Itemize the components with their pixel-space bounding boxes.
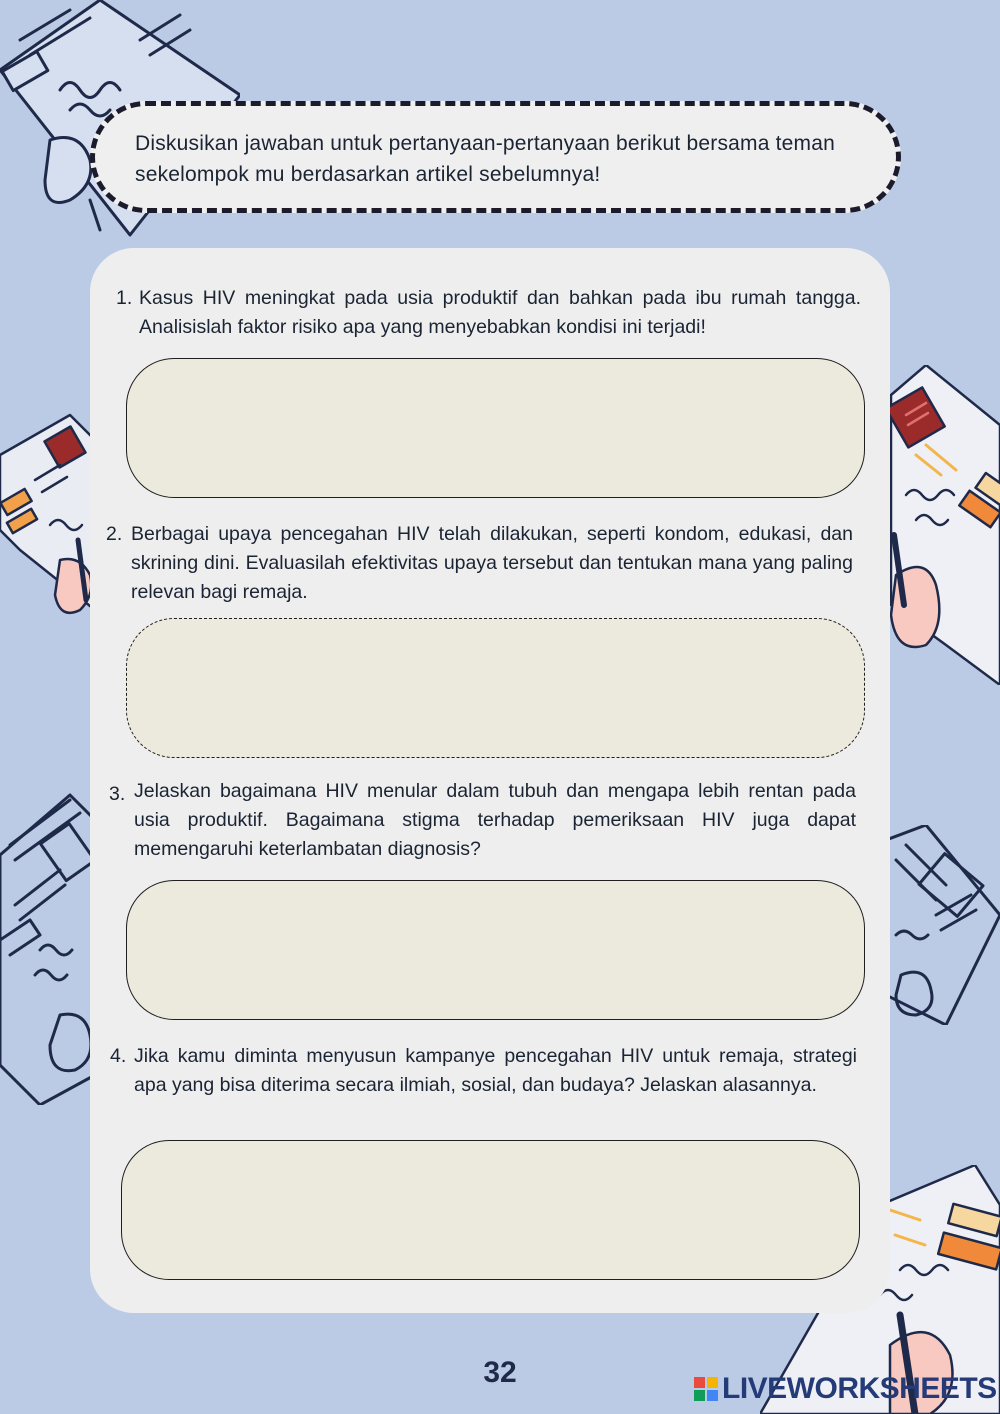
question-text: Jika kamu diminta menyusun kampanye pencegahan HIV untuk remaja, strategi apa yang bisa diterima secara ilmiah, sosial, dan budaya? Jelaskan alasannya.	[134, 1045, 857, 1096]
paper-hand-illustration-right-middle	[886, 365, 1000, 685]
question-number: 4.	[110, 1045, 127, 1067]
question-number: 3.	[109, 783, 126, 805]
question-4	[110, 1042, 857, 1100]
question-text: Jelaskan bagaimana HIV menular dalam tubuh dan mengapa lebih rentan pada usia produktif. Bagaimana stigma terhadap pemeriksaan HIV juga dapat memengaruhi keterlambatan diagnosis?	[134, 780, 856, 860]
brand-name: LIVEWORKSHEETS	[722, 1372, 997, 1405]
paper-hand-illustration-left-lower	[0, 775, 95, 1105]
question-text: Berbagai upaya pencegahan HIV telah dilakukan, seperti kondom, edukasi, dan skrining dini. Evaluasilah efektivitas upaya tersebut dan tentukan mana yang paling relevan bagi remaja.	[131, 523, 853, 603]
liveworksheets-brand[interactable]	[694, 1372, 997, 1406]
instruction-text: Diskusikan jawaban untuk pertanyaan-pertanyaan berikut bersama teman sekelompok mu berdasarkan artikel sebelumnya!	[135, 132, 835, 186]
liveworksheets-logo-icon	[694, 1377, 718, 1401]
paper-hand-illustration-right-lower	[886, 825, 1000, 1025]
page-number: 32	[483, 1356, 517, 1389]
question-2	[106, 520, 853, 607]
answer-box-4[interactable]	[121, 1140, 860, 1280]
answer-box-2[interactable]	[126, 618, 865, 758]
question-3	[109, 777, 856, 864]
instruction-box	[90, 101, 901, 213]
question-text: Kasus HIV meningkat pada usia produktif dan bahkan pada ibu rumah tangga. Analisislah faktor risiko apa yang menyebabkan kondisi ini terjadi!	[139, 287, 861, 338]
answer-box-1[interactable]	[126, 358, 865, 498]
question-number: 2.	[106, 523, 123, 545]
question-1	[116, 284, 861, 342]
paper-hand-illustration-left-middle	[0, 410, 95, 630]
question-number: 1.	[116, 287, 133, 309]
answer-box-3[interactable]	[126, 880, 865, 1020]
